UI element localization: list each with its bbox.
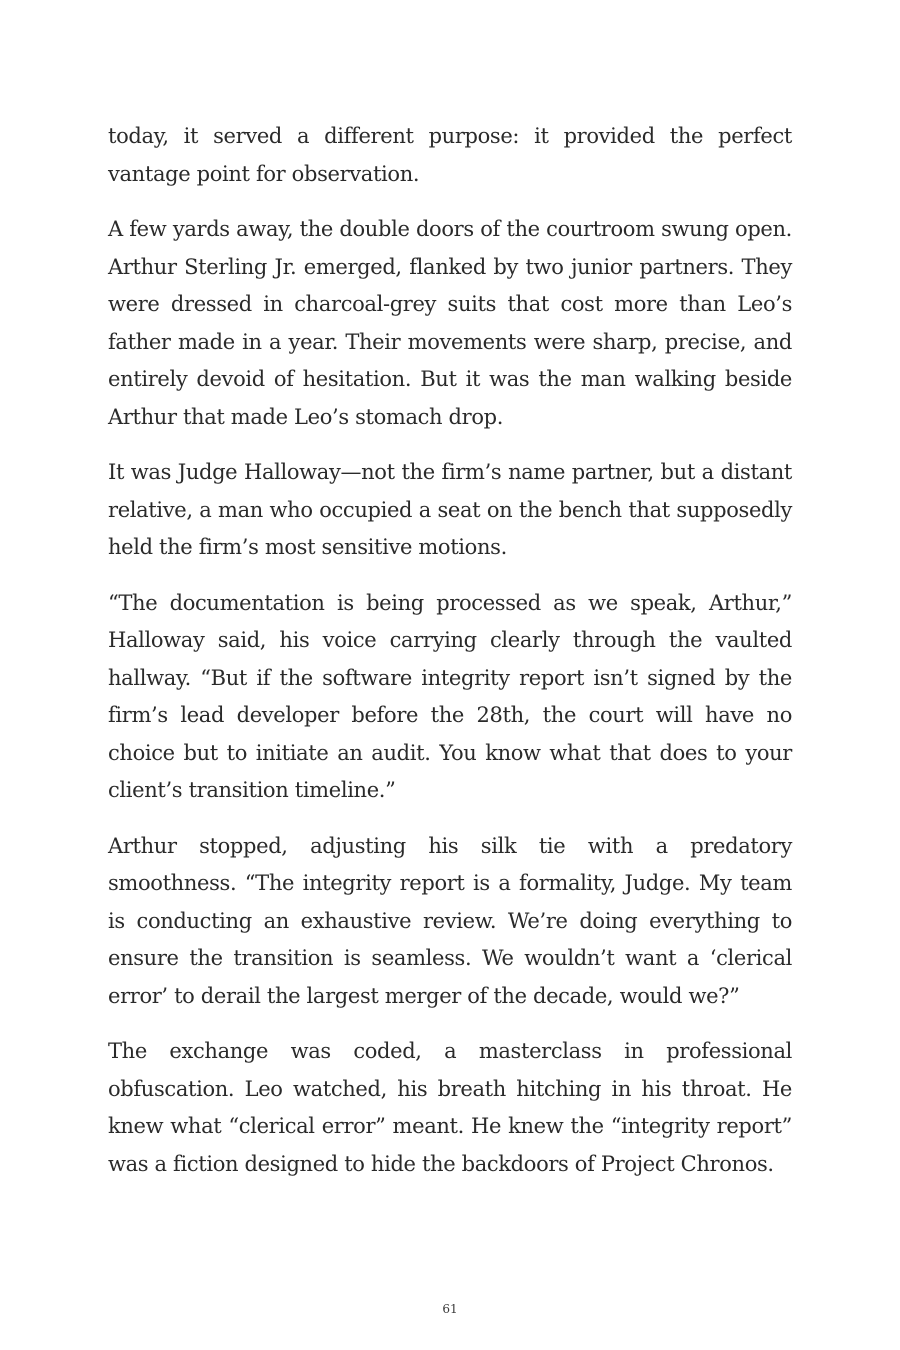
paragraph-5: Arthur stopped, adjusting his silk tie with a predatory smoothness. “The integrity report is a formality, Judge. My team is conducting an exhaustive review. We’re doing everything to ensure the transition is seamless. We wouldn’t want a ‘clerical error’ to derail the largest merger of the decade, would we?” [108, 833, 792, 1008]
paragraph-4: “The documentation is being processed as we speak, Arthur,” Halloway said, his voice carrying clearly through the vaulted hallway. “But if the software integrity report isn’t signed by the firm’s lead developer before the 28th, the court will have no choice but to initiate an audit. You know what that does to your client’s transition timeline.” [108, 590, 792, 802]
paragraph-6: The exchange was coded, a masterclass in professional obfuscation. Leo watched, his breath hitching in his throat. He knew what “clerical error” meant. He knew the “integrity report” was a fiction designed to hide the backdoors of Project Chronos. [108, 1039, 792, 1176]
page-number: 61 [442, 1302, 458, 1316]
paragraph-2: A few yards away, the double doors of the courtroom swung open. Arthur Sterling Jr. emerged, flanked by two junior partners. They were dressed in charcoal-grey suits that cost more than Leo’s father made in a year. Their movements were sharp, precise, and entirely devoid of hesitation. But it was the man walking beside Arthur that made Leo’s stomach drop. [108, 217, 792, 429]
paragraph-3: It was Judge Halloway—not the firm’s name partner, but a distant relative, a man who occupied a seat on the bench that supposedly held the firm’s most sensitive motions. [108, 460, 792, 559]
body-text [108, 118, 792, 1201]
paragraph-1: today, it served a different purpose: it provided the perfect vantage point for observation. [108, 124, 792, 186]
